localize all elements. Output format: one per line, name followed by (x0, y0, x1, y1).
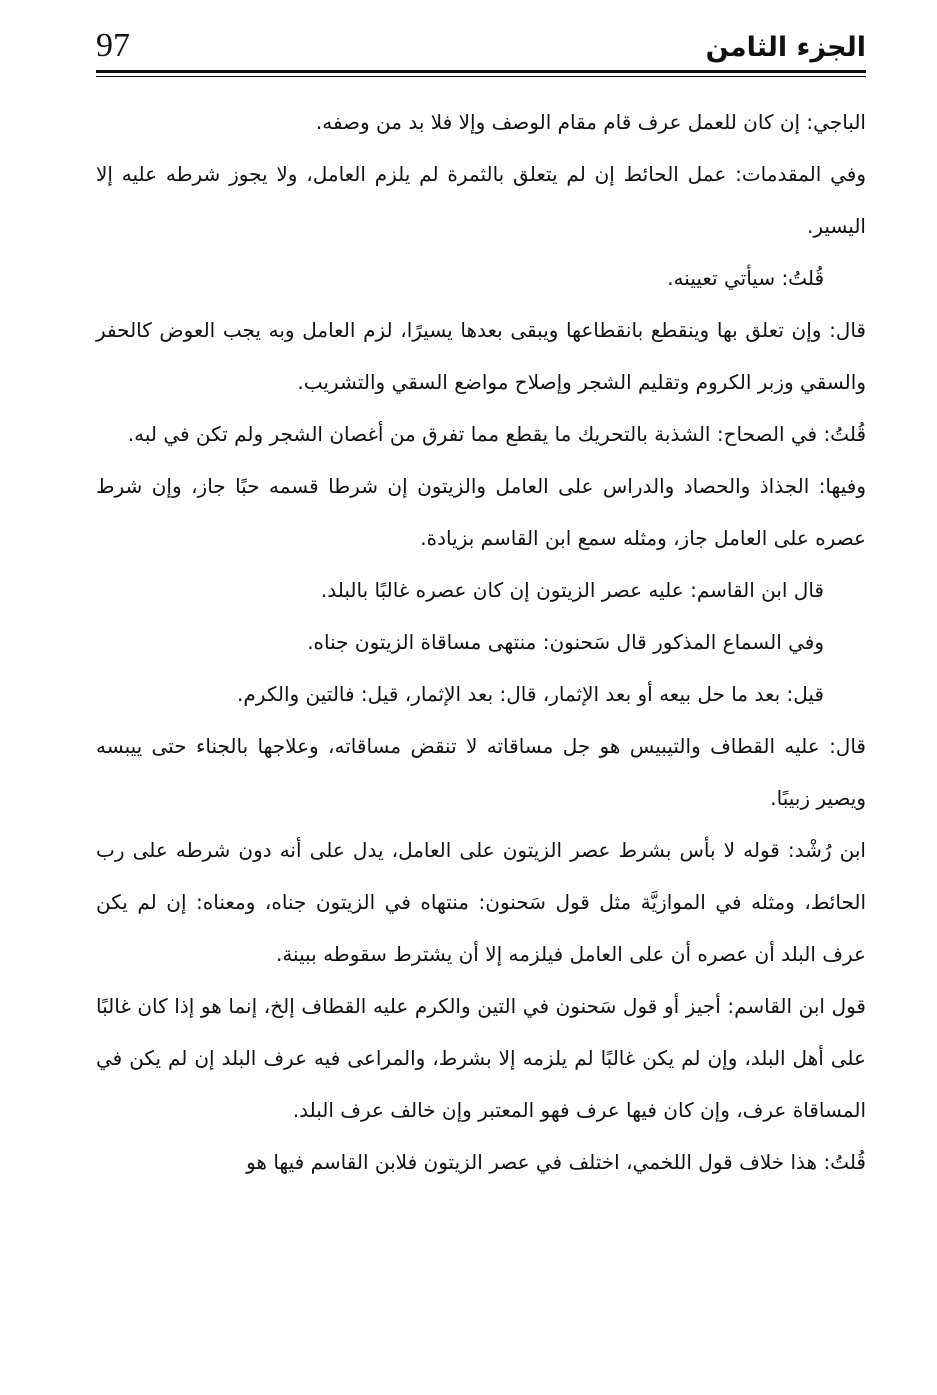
header-rule-thin (96, 76, 866, 77)
paragraph: قُلتُ: سيأتي تعيينه. (667, 266, 824, 290)
paragraph: قُلتُ: في الصحاح: الشذبة بالتحريك ما يقطع مما تفرق من أغصان الشجر ولم تكن في لبه. (127, 422, 866, 446)
page-header (96, 22, 866, 72)
paragraph: قيل: بعد ما حل بيعه أو بعد الإثمار، قال: بعد الإثمار، قيل: فالتين والكرم. (237, 682, 824, 706)
paragraph: قول ابن القاسم: أجيز أو قول سَحنون في التين والكرم عليه القطاف إلخ، إنما هو إذا كان غالبًا على أهل البلد، وإن لم يكن غالبًا لم يلزمه إلا بشرط، والمراعى فيه عرف البلد إن لم يكن في المساقاة عرف، وإن كان فيها عرف فهو المعتبر وإن خالف عرف البلد. (96, 994, 866, 1122)
page-number: 97 (96, 27, 130, 64)
paragraph: قال: عليه القطاف والتيبيس هو جل مساقاته لا تنقض مساقاته، وعلاجها بالجناء حتى ييبسه ويصير زبيبًا. (96, 734, 866, 810)
paragraph: قال ابن القاسم: عليه عصر الزيتون إن كان عصره غالبًا بالبلد. (320, 578, 824, 602)
header-rule-thick (96, 70, 866, 73)
paragraph: قُلتُ: هذا خلاف قول اللخمي، اختلف في عصر الزيتون فلابن القاسم فيها هو (246, 1150, 866, 1174)
paragraph: وفيها: الجذاذ والحصاد والدراس على العامل والزيتون إن شرطا قسمه حبًا جاز، وإن شرط عصره على العامل جاز، ومثله سمع ابن القاسم بزيادة. (96, 474, 866, 550)
paragraph: ابن رُشْد: قوله لا بأس بشرط عصر الزيتون على العامل، يدل على أنه دون شرطه على رب الحائط، ومثله في الموازيَّة مثل قول سَحنون: منتهاه في الزيتون جناه، ومعناه: إن لم يكن عرف البلد أن عصره أن على العامل فيلزمه إلا أن يشترط سقوطه ببينة. (96, 838, 866, 966)
paragraph: قال: وإن تعلق بها وينقطع بانقطاعها ويبقى بعدها يسيرًا، لزم العامل وبه يجب العوض كالحفر والسقي وزبر الكروم وتقليم الشجر وإصلاح مواضع السقي والتشريب. (96, 318, 866, 394)
running-title: الجزء الثامن (705, 32, 866, 63)
paragraph: الباجي: إن كان للعمل عرف قام مقام الوصف وإلا فلا بد من وصفه. (315, 110, 866, 134)
paragraph: وفي المقدمات: عمل الحائط إن لم يتعلق بالثمرة لم يلزم العامل، ولا يجوز شرطه عليه إلا اليسير. (96, 162, 866, 238)
body-text (96, 96, 866, 1188)
paragraph: وفي السماع المذكور قال سَحنون: منتهى مساقاة الزيتون جناه. (307, 630, 824, 654)
